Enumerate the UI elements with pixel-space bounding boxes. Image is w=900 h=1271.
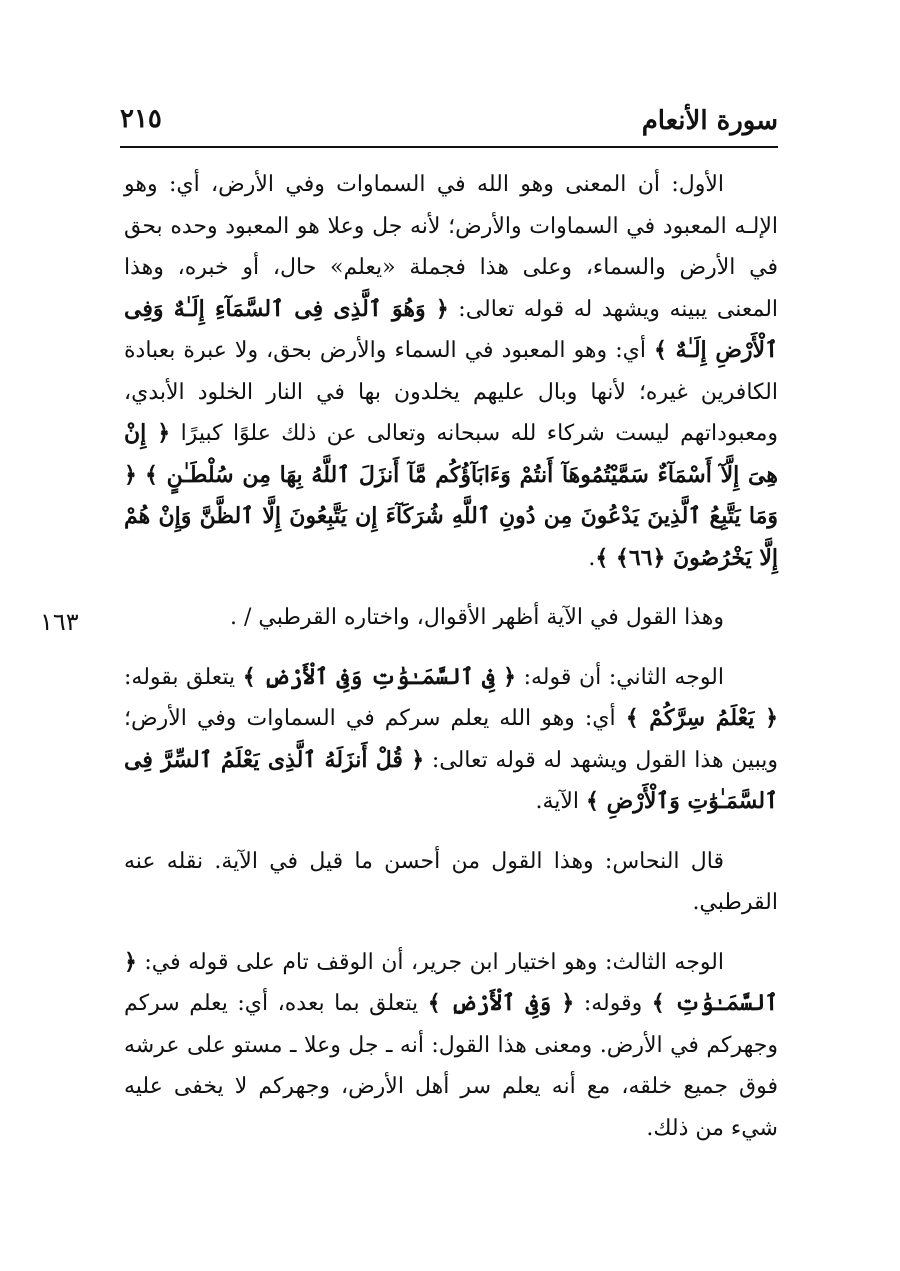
paragraph-text: وقوله: [574, 991, 652, 1016]
page-header [120, 100, 778, 146]
quran-quote: ﴿ إِنْ هِىَ إِلَّآ أَسْمَآءٌ سَمَّيْتُمُوهَآ أَنتُمْ وَءَابَآؤُكُم مَّآ أَنزَلَ ٱللَّهُ بِهَا مِن سُلْطَـٰنٍ ﴾ [124, 420, 778, 488]
paragraph-text: الآية. [535, 789, 587, 814]
running-title: سورة الأنعام [641, 106, 778, 136]
paragraph-second-view [124, 657, 778, 823]
quran-quote: ﴿ ٱلسَّمَـٰوَٰتِ ﴾ [124, 948, 778, 1016]
quran-quote: ﴿ وَمَا يَتَّبِعُ ٱلَّذِينَ يَدْعُونَ مِن دُونِ ٱللَّهِ شُرَكَآءَ إِن يَتَّبِعُونَ إِلَّا ٱلظَّنَّ وَإِنْ هُمْ إِلَّا يَخْرُصُونَ ﴿٦٦﴾ ﴾ [124, 461, 778, 571]
quran-quote: ﴿ وَفِى ٱلْأَرْضِ ﴾ [427, 990, 575, 1016]
paragraph-text: أي: وهو الله يعلم سركم في السماوات وفي الأرض؛ ويبين هذا القول ويشهد له قوله تعالى: [124, 706, 778, 773]
quran-quote: ﴿ قُلْ أَنزَلَهُ ٱلَّذِى يَعْلَمُ ٱلسِّرَّ فِى ٱلسَّمَـٰوَٰتِ وَٱلْأَرْضِ ﴾ [124, 746, 778, 814]
quran-quote: ﴿ فِى ٱلسَّمَـٰوَٰتِ وَفِى ٱلْأَرْضِ ﴾ [242, 663, 516, 690]
paragraph-preferred-opinion: وهذا القول في الآية أظهر الأقوال، واختاره القرطبي / . [230, 605, 724, 630]
paragraph-text [137, 463, 145, 488]
paragraph-text: الوجه الثالث: وهو اختيار ابن جرير، أن الوقف تام على قوله في: [136, 949, 724, 975]
quran-quote: ﴿ يَعْلَمُ سِرَّكُمْ ﴾ [625, 705, 779, 731]
margin-page-reference: ١٦٣ [40, 608, 79, 636]
paragraph-text: يتعلق بما بعده، أي: يعلم سركم وجهركم في الأرض. ومعنى هذا القول: أنه ـ جل وعلا ـ مستو على عرشه فوق جميع خلقه، مع أنه يعلم سر أهل الأرض، وجهركم لا يخفى عليه شيء من ذلك. [124, 991, 778, 1141]
paragraph-text: يتعلق بقوله: [124, 664, 243, 690]
paragraph-text: . [588, 545, 596, 571]
paragraph-first-view [124, 164, 778, 579]
paragraph-text: الأول: أن المعنى وهو الله في السماوات وفي الأرض، أي: وهو الإلـه المعبود في السماوات والأرض؛ لأنه جل وعلا هو المعبود وحده بحق في الأرض والسماء، وعلى هذا فجملة «يعلم» حال، أو خبره، وهذا المعنى يبينه ويشهد له قوله تعالى: [124, 172, 779, 322]
paragraph-text: أي: وهو المعبود في السماء والأرض بحق، ولا عبرة بعبادة الكافرين غيره؛ لأنها وبال عليهم يخلدون بها في النار الخلود الأبدي، ومعبوداتهم ليست شركاء لله سبحانه وتعالى عن ذلك علوًا كبيرًا [124, 338, 778, 446]
page-body [124, 164, 778, 1149]
paragraph-text: الوجه الثاني: أن قوله: [516, 664, 725, 690]
paragraph-nahhas-quote: قال النحاس: وهذا القول من أحسن ما قيل في الآية. نقله عنه القرطبي. [124, 848, 778, 915]
quran-quote: ﴿ وَهُوَ ٱلَّذِى فِى ٱلسَّمَآءِ إِلَـٰهٌ وَفِى ٱلْأَرْضِ إِلَـٰهٌ ﴾ [124, 295, 778, 363]
header-rule [120, 146, 778, 148]
paragraph-third-view [124, 942, 778, 1150]
page-number: ٢١٥ [120, 104, 162, 134]
